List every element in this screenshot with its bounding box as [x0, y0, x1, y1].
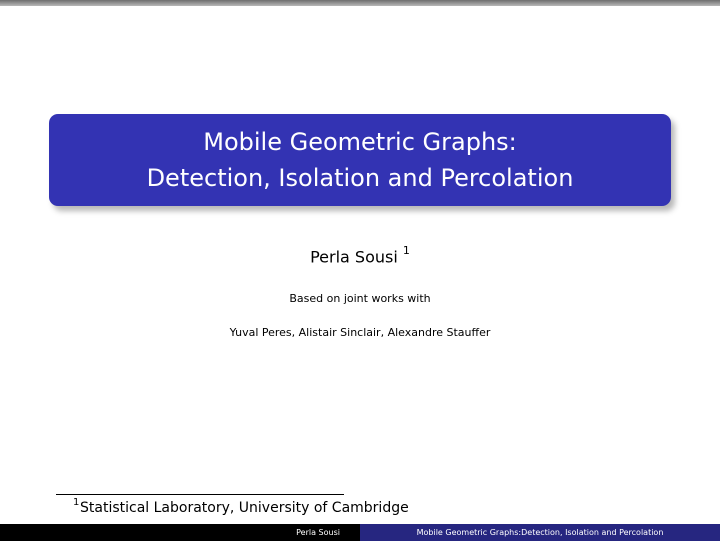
footnote-rule: [56, 494, 344, 495]
title-box: [49, 114, 671, 206]
author-name: Perla Sousi: [310, 247, 398, 267]
top-bar: [0, 0, 720, 6]
coauthors: Yuval Peres, Alistair Sinclair, Alexandre Stauffer: [229, 326, 491, 339]
footer-title: Mobile Geometric Graphs:Detection, Isolation and Percolation: [360, 524, 720, 541]
based-on-text: Based on joint works with: [289, 292, 431, 305]
footer-author: Perla Sousi: [0, 524, 360, 541]
footnote: [73, 497, 409, 516]
author-footnote-mark: 1: [402, 244, 410, 257]
footnote-text: Statistical Laboratory, University of Cambridge: [80, 500, 409, 516]
title-line-2: Detection, Isolation and Percolation: [146, 164, 574, 192]
author: [0, 246, 720, 266]
footnote-mark: 1: [73, 497, 80, 508]
title-line-1: Mobile Geometric Graphs:: [203, 128, 517, 156]
